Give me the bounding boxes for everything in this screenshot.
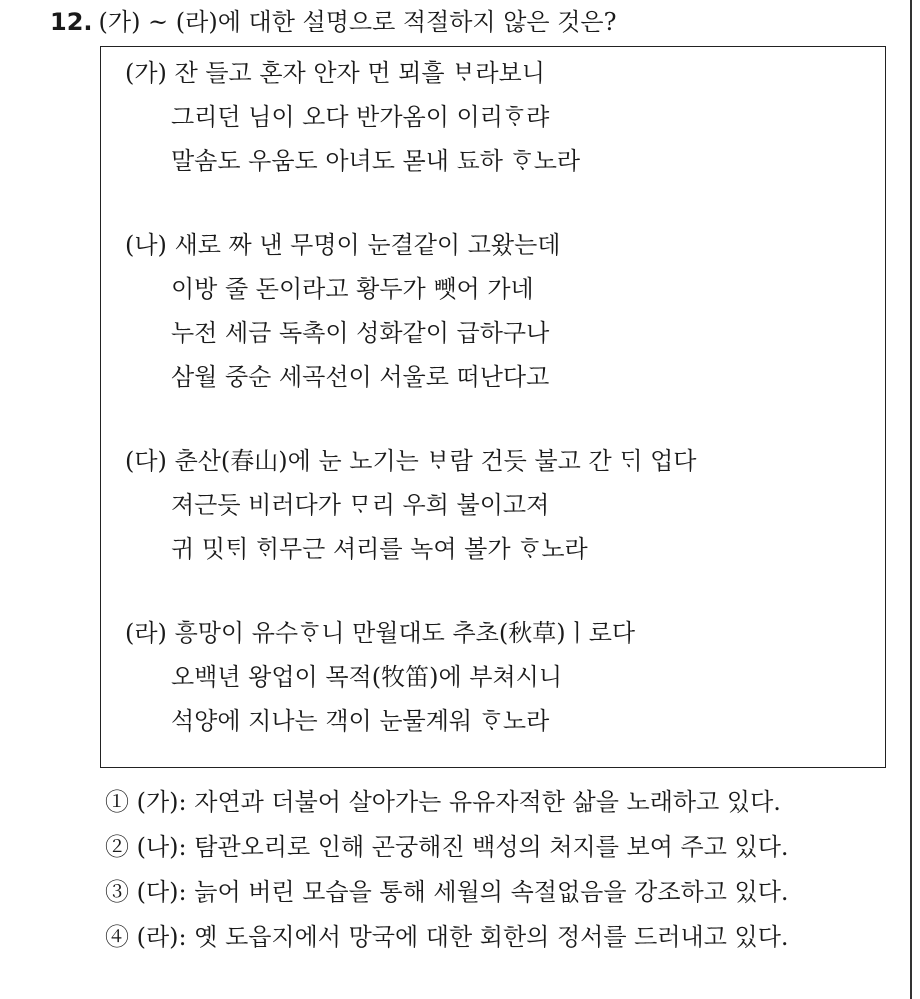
stanza-ra-label: (라) xyxy=(125,619,167,647)
stanza-ra-line-2: 오백년 왕업이 목적(牧笛)에 부쳐시니 xyxy=(171,663,563,691)
stanza-ga-label: (가) xyxy=(125,59,167,87)
question-stem xyxy=(50,0,616,50)
stanza-ra-line-3: 석양에 지나는 객이 눈물계워 ᄒᆞ노라 xyxy=(171,707,550,735)
stanza-da-label: (다) xyxy=(125,447,167,475)
answer-options xyxy=(105,780,905,960)
stanza-ga-line-1: (가) 잔 들고 혼자 안자 먼 뫼흘 ᄇᆞ라보니 xyxy=(125,59,545,87)
stanza-na-line-1: (나) 새로 짜 낸 무명이 눈결같이 고왔는데 xyxy=(125,231,561,259)
stanza-na-line-4: 삼월 중순 세곡선이 서울로 떠난다고 xyxy=(171,363,550,391)
option-4[interactable]: ④ (라): 옛 도읍지에서 망국에 대한 회한의 정서를 드러내고 있다. xyxy=(105,923,789,951)
stanza-na-line-2: 이방 줄 돈이라고 황두가 뺏어 가네 xyxy=(171,275,534,303)
stanza-da-line-1: (다) 춘산(春山)에 눈 노기는 ᄇᆞ람 건듯 불고 간 ᄃᆡ 업다 xyxy=(125,447,697,475)
stanza-na-label: (나) xyxy=(125,231,167,259)
stanza-ga-line-3: 말솜도 우움도 아녀도 몯내 됴하 ᄒᆞ노라 xyxy=(171,147,581,175)
stanza-da-line-2: 져근듯 비러다가 ᄆᆞ리 우희 불이고져 xyxy=(171,491,550,519)
page-right-border xyxy=(910,0,912,999)
stanza-da-line-3: 귀 밋ᄐᆡ ᄒᆡ무근 셔리를 녹여 볼가 ᄒᆞ노라 xyxy=(171,535,588,563)
stanza-na-line-3: 누전 세금 독촉이 성화같이 급하구나 xyxy=(171,319,550,347)
option-2[interactable]: ② (나): 탐관오리로 인해 곤궁해진 백성의 처지를 보여 주고 있다. xyxy=(105,833,789,861)
stanza-ra-line-1: (라) 흥망이 유수ᄒᆞ니 만월대도 추초(秋草)ㅣ로다 xyxy=(125,619,636,647)
stanza-ga-line-2: 그리던 님이 오다 반가옴이 이리ᄒᆞ랴 xyxy=(171,103,550,131)
question-text: (가) ~ (라)에 대한 설명으로 적절하지 않은 것은? xyxy=(98,8,617,36)
option-3[interactable]: ③ (다): 늙어 버린 모습을 통해 세월의 속절없음을 강조하고 있다. xyxy=(105,878,789,906)
question-number: 12. xyxy=(50,8,93,36)
passage-box xyxy=(100,46,886,768)
option-1[interactable]: ① (가): 자연과 더불어 살아가는 유유자적한 삶을 노래하고 있다. xyxy=(105,788,781,816)
